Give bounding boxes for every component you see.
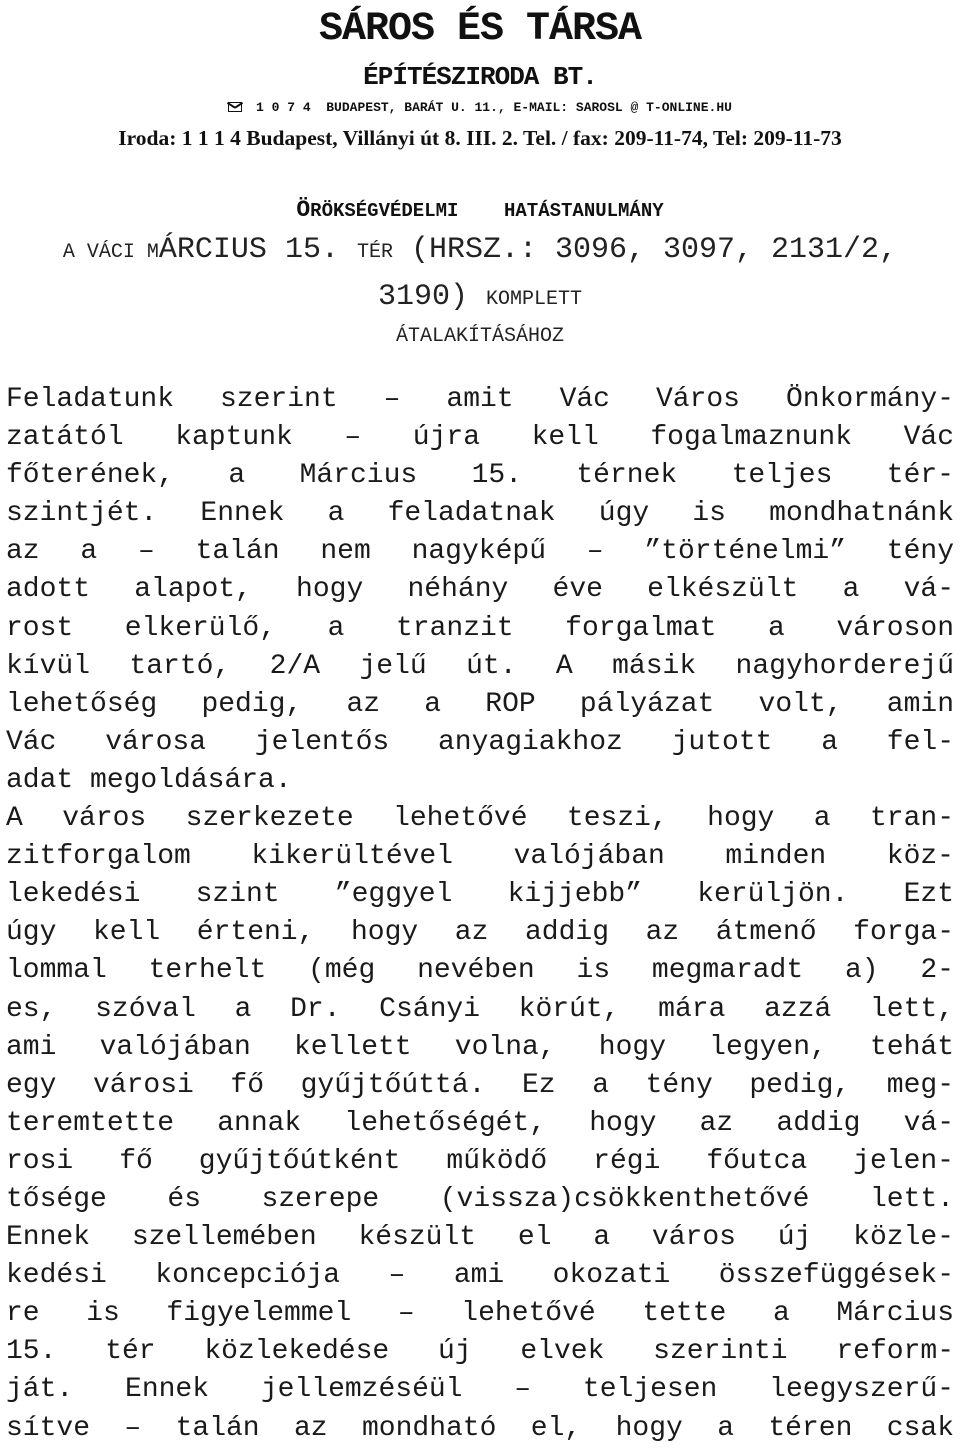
body-text-line: lommal terhelt (még nevében is megmaradt a) 2-	[6, 955, 954, 987]
subtitle-line-1: A VÁCI MÁRCIUS 15. TÉR (HRSZ.: 3096, 3097, 2131/2,	[62, 233, 898, 267]
body-text-line: ami valójában kellett volna, hogy legyen, tehát	[6, 1031, 954, 1063]
body-text-line: úgy kell érteni, hogy az addig az átmenő forga-	[6, 917, 954, 949]
body-text-line: teremtette annak lehetőségét, hogy az addig vá-	[6, 1107, 954, 1139]
subtitle-line-3: ÁTALAKÍTÁSÁHOZ	[395, 325, 565, 348]
body-text-line: es, szóval a Dr. Csányi körút, mára azzá lett,	[6, 993, 954, 1025]
body-text-line: Feladatunk szerint – amit Vác Város Önkormány-	[6, 384, 954, 415]
study-title-text: RÖKSÉGVÉDELMI HATÁSTANULMÁNY	[310, 200, 664, 222]
body-text-line: Vác városa jelentős anyagiakhoz jutott a fel-	[6, 726, 954, 758]
body-text-line: ját. Ennek jellemzéséül – teljesen leegyszerű-	[6, 1374, 954, 1406]
body-text-line: adott alapot, hogy néhány éve elkészült a vá-	[6, 574, 954, 606]
body-text-line: kedési koncepciója – ami okozati összefüggések-	[6, 1260, 954, 1292]
envelope-icon	[228, 102, 242, 112]
postal-address-line	[0, 98, 960, 118]
body-text-line: szintjét. Ennek a feladatnak úgy is mondhatnánk	[6, 498, 954, 530]
body-text-line: főterének, a Március 15. térnek teljes tér-	[6, 460, 954, 492]
body-text-line: adat megoldására.	[6, 764, 292, 796]
body-text-line: Ennek szellemében készült el a város új közle-	[6, 1222, 954, 1254]
subtitle-line-2: 3190) KOMPLETT	[377, 280, 583, 314]
body-text-line: lehetőség pedig, az a ROP pályázat volt, amin	[6, 688, 954, 720]
body-text-line: sítve – talán az mondható el, hogy a téren csak	[6, 1412, 954, 1444]
body-text-line: re is figyelemmel – lehetővé tette a Március	[6, 1298, 954, 1330]
postal-address: 1 0 7 4 BUDAPEST, BARÁT U. 11., E-MAIL: SAROSL @ T-ONLINE.HU	[256, 100, 732, 115]
body-text-line: rosi fő gyűjtőútként működő régi főutca jelen-	[6, 1145, 954, 1177]
study-title	[0, 196, 960, 225]
body-text-line: kívül tartó, 2/A jelű út. A másik nagyhorderejű	[6, 650, 954, 682]
body-text-line: rost elkerülő, a tranzit forgalmat a városon	[6, 612, 954, 644]
study-title-initial: Ö	[296, 197, 311, 223]
firm-name: SÁROS ÉS TÁRSA	[318, 7, 642, 52]
body-text-line: zitforgalom kikerültével valójában minden köz-	[6, 841, 954, 873]
body-text-line: egy városi fő gyűjtőúttá. Ez a tény pedig, meg-	[6, 1069, 954, 1101]
body-text-line: az a – talán nem nagyképű – ”történelmi” tény	[6, 536, 954, 568]
body-text-line: 15. tér közlekedése új elvek szerinti reform-	[6, 1336, 954, 1368]
study-subtitle	[0, 230, 960, 354]
body-text-line: A város szerkezete lehetővé teszi, hogy a tran-	[6, 803, 954, 835]
body-paragraphs	[6, 381, 954, 1448]
firm-type: ÉPÍTÉSZIRODA BT.	[363, 62, 597, 92]
office-address: Iroda: 1 1 1 4 Budapest, Villányi út 8. III. 2. Tel. / fax: 209-11-74, Tel: 209-11-73	[118, 126, 842, 150]
body-text-line: zatától kaptunk – újra kell fogalmaznunk Vác	[6, 422, 954, 454]
body-text-line: lekedési szint ”eggyel kijjebb” kerüljön. Ezt	[6, 879, 954, 911]
body-text-line: tősége és szerepe (vissza)csökkenthetővé lett.	[6, 1183, 954, 1215]
